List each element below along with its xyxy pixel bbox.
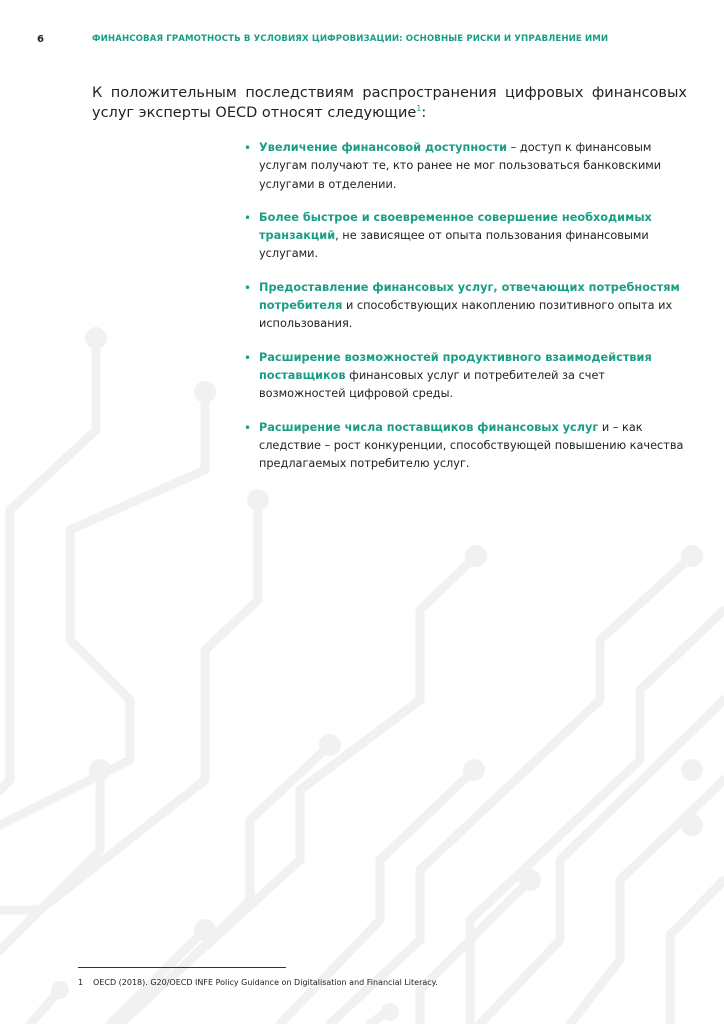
- list-item-text: финансовых услуг и потребителей за счет возможностей цифровой среды.: [259, 368, 605, 401]
- list-item-text: и способствующих накоплению позитивного опыта их использования.: [259, 299, 673, 331]
- list-item: [243, 419, 688, 474]
- list-item-highlight: Предоставление финансовых услуг, отвечающих потребностям потребителя: [259, 280, 680, 313]
- benefits-list: [243, 139, 688, 473]
- footnote-reference[interactable]: 1: [416, 104, 422, 114]
- list-item: [243, 139, 688, 194]
- list-item-text: , не зависящее от опыта пользования финансовыми услугами.: [259, 229, 649, 261]
- footnote-text: OECD (2018). G20/OECD INFE Policy Guidance on Digitalisation and Financial Literacy.: [93, 978, 438, 987]
- footnote-divider: [78, 967, 286, 968]
- list-item-text: и – как следствие – рост конкуренции, способствующей повышению качества предлагаемых потребителю услуг.: [259, 420, 684, 471]
- list-item-highlight: Расширение возможностей продуктивного взаимодействия поставщиков: [259, 350, 652, 382]
- footnote: [78, 978, 438, 987]
- intro-text: К положительным последствиям распространения цифровых финансовых услуг эксперты OECD относят следующие: [92, 85, 687, 121]
- list-item: [243, 279, 688, 334]
- list-item-highlight: Более быстрое и своевременное совершение необходимых транзакций: [259, 210, 652, 243]
- running-header: ФИНАНСОВАЯ ГРАМОТНОСТЬ В УСЛОВИЯХ ЦИФРОВИЗАЦИИ: ОСНОВНЫЕ РИСКИ И УПРАВЛЕНИЕ ИМИ: [92, 34, 609, 44]
- list-item: [243, 349, 688, 404]
- page-number: 6: [37, 34, 44, 45]
- list-item-highlight: Расширение числа поставщиков финансовых услуг: [259, 420, 599, 434]
- footnote-number: 1: [78, 978, 84, 987]
- intro-colon: :: [421, 105, 427, 121]
- list-item-text: – доступ к финансовым услугам получают те, кто ранее не мог пользоваться банковскими услугами в отделении.: [259, 141, 662, 191]
- intro-paragraph: [92, 83, 687, 123]
- list-item: [243, 209, 688, 264]
- list-item-highlight: Увеличение финансовой доступности: [259, 141, 508, 154]
